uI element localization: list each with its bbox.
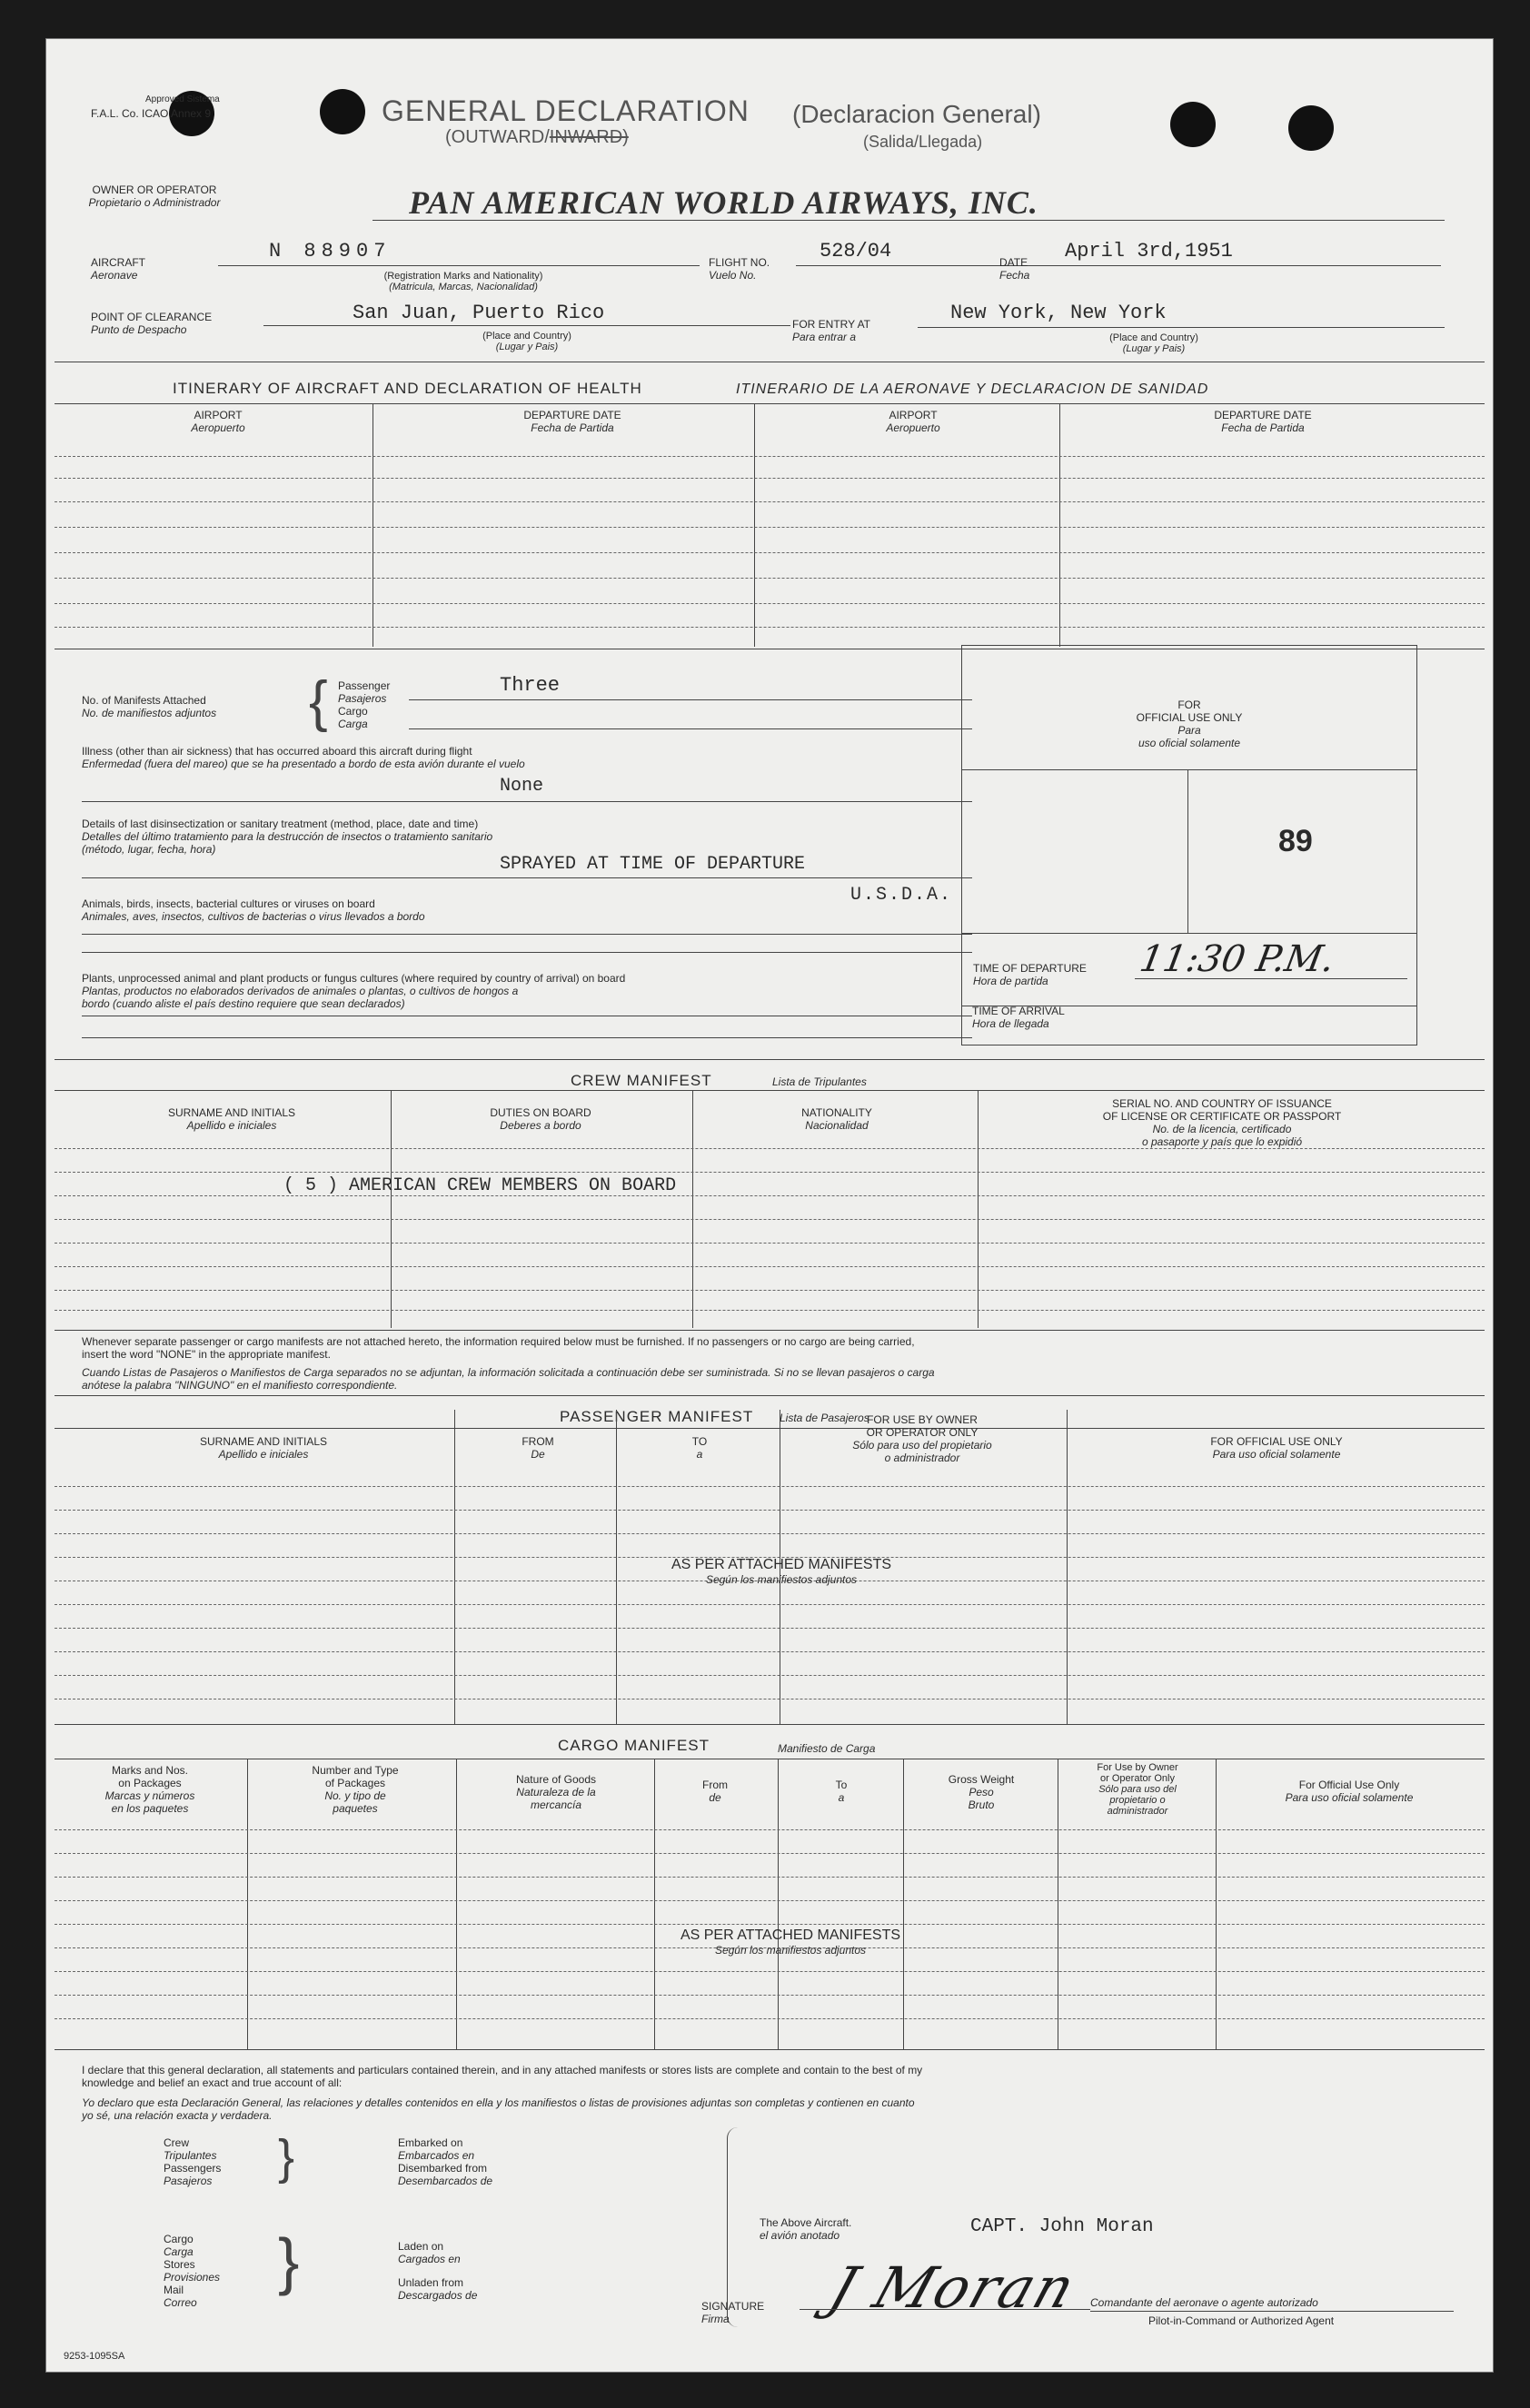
cargo-col2b-en: of Packages [324,1777,386,1789]
aircraft-label-en: AIRCRAFT [91,256,145,269]
crew-col-nationality [696,1106,978,1132]
clearance-value: San Juan, Puerto Rico [353,302,605,324]
aircraft-brace [727,2127,744,2327]
itin-col2-es: Fecha de Partida [531,421,614,434]
cargo-entry [627,1927,954,1957]
punch-hole [320,89,365,134]
cargo-col-to [780,1779,903,1804]
official-number: 89 [1278,824,1313,858]
entry-label-es: Para entrar a [792,331,857,343]
aircraft-sub [282,271,645,292]
cargo-col-owner [1059,1762,1216,1817]
official-title-es-1: Para [1177,724,1201,737]
owner-label [82,183,227,209]
pax-col2-en: FROM [522,1435,554,1448]
pax-col-surname [64,1424,463,1461]
cargo-entry-es: Según los manifiestos adjuntos [714,1944,867,1957]
illness-label-en: Illness (other than air sickness) that has occurred aboard this aircraft during flight [82,745,472,758]
pax-entry [618,1557,945,1586]
departure-time-label-en: TIME OF DEPARTURE [973,962,1087,975]
laden-labels [398,2240,477,2302]
crew-pax-labels [164,2136,221,2187]
clearance-label-en: POINT OF CLEARANCE [91,311,213,323]
cargo-col6-es: Peso [969,1786,994,1799]
lower-cargo: Cargo [164,2233,194,2245]
cargo-col6-en: Gross Weight [948,1773,1015,1786]
cargo-col4-en: From [702,1779,728,1791]
subtitle-outward: (OUTWARD/ [445,127,550,147]
lower-unladen: Unladen from [398,2276,464,2289]
cargo-col-marks [64,1764,236,1815]
signature: J Moran [821,2254,1085,2321]
itin-col4-en: DEPARTURE DATE [1214,409,1312,421]
itin-col3-en: AIRPORT [889,409,938,421]
aircraft-label [91,256,145,282]
pax-col3-en: TO [691,1435,708,1448]
above-aircraft [760,2216,851,2242]
cargo-col7-es3: administrador [1107,1806,1168,1817]
declaration-en2: knowledge and belief an exact and true account of all: [82,2076,343,2089]
disinsect-label-es2: (método, lugar, fecha, hora) [82,843,216,856]
manifest-cargo: Cargo [338,705,368,718]
note-es2: anótese la palabra "NINGUNO" en el manifiesto correspondiente. [82,1379,398,1392]
departure-time-label-es: Hora de partida [973,975,1048,987]
illness-label-es: Enfermedad (fuera del mareo) que se ha presentado a bordo de esta avión durante el vuelo [82,758,525,770]
pax-col2-es: De [531,1448,545,1461]
cargo-col-nature [458,1773,654,1811]
pax-col-official [1072,1435,1481,1461]
cargo-entry-en: AS PER ATTACHED MANIFESTS [680,1927,901,1943]
passenger-title: PASSENGER MANIFEST [560,1408,754,1425]
above-aircraft-es: el avión anotado [760,2229,840,2242]
crew-title-es: Lista de Tripulantes [772,1075,867,1088]
cargo-col5-en: To [835,1779,848,1791]
cargo-col2-en: Number and Type [312,1764,399,1777]
cargo-col7-en: For Use by Owner [1097,1762,1178,1773]
itin-col2-en: DEPARTURE DATE [523,409,621,421]
itinerary-title-es: ITINERARIO DE LA AERONAVE Y DECLARACION DE SANIDAD [736,382,1209,397]
disinsect-value: SPRAYED AT TIME OF DEPARTURE [500,854,806,875]
crew-col4-es: No. de la licencia, certificado [1152,1123,1292,1135]
lower-unladen-es: Descargados de [398,2289,478,2302]
date-value: April 3rd,1951 [1065,240,1233,263]
entry-sub [1036,332,1272,354]
cargo-col2-es2: paquetes [333,1802,378,1815]
official-title [962,699,1416,749]
manifests-label-es: No. de manifiestos adjuntos [82,707,217,719]
crew-col1-en: SURNAME AND INITIALS [167,1106,296,1119]
subtitle-struck: INWARD) [549,127,629,147]
itinerary-title: ITINERARY OF AIRCRAFT AND DECLARATION OF HEALTH [173,380,642,397]
aircraft-sub-es: (Matricula, Marcas, Nacionalidad) [389,282,538,292]
disinsect-label-en: Details of last disinsectization or sanitary treatment (method, place, date and time) [82,818,479,830]
aircraft-label-es: Aeronave [91,269,138,282]
clearance-sub-en: (Place and Country) [482,331,571,342]
pax-col5-es: Para uso oficial solamente [1212,1448,1341,1461]
cargo-col5-es: a [838,1791,845,1804]
illness-value: None [500,776,544,797]
declaration-es: Yo declaro que esta Declaración General, las relaciones y detalles contenidos en ella y los manifiestos o listas de provisiones adjuntas son completas y contienen en cuanto [82,2096,915,2109]
separate-manifest-note [82,1335,1463,1392]
declaration-en: I declare that this general declaration, all statements and particulars contained therein, and in any attached manifests or stores lists are complete and contain to the best of my [82,2064,923,2076]
itin-col-airport [82,409,354,434]
document-page [45,38,1494,2373]
cargo-col3-es2: mercancía [530,1799,582,1811]
date-label-es: Fecha [999,269,1030,282]
signature-label [701,2300,764,2325]
aircraft-value: N 88907 [269,240,392,263]
crew-col3-en: NATIONALITY [801,1106,872,1119]
lower-mail-es: Correo [164,2296,197,2309]
pax-col3-es: a [696,1448,703,1461]
lower-stores: Stores [164,2258,195,2271]
date-label-en: DATE [999,256,1028,269]
pax-col4-es2: o administrador [884,1452,960,1464]
crew-title: CREW MANIFEST [571,1072,712,1089]
owner-label-es: Propietario o Administrador [88,196,221,209]
manifests-value: Three [500,674,561,697]
cargo-col3-es: Naturaleza de la [516,1786,596,1799]
cargo-title-es: Manifiesto de Carga [778,1742,876,1755]
flight-value: 528/04 [820,240,892,263]
note-en2: insert the word "NONE" in the appropriate manifest. [82,1348,331,1361]
cargo-col8-es: Para uso oficial solamente [1285,1791,1414,1804]
entry-value: New York, New York [950,302,1167,324]
pax-col4-en: FOR USE BY OWNER [867,1413,978,1426]
cargo-col6-es2: Bruto [968,1799,995,1811]
clearance-label-es: Punto de Despacho [91,323,187,336]
pax-col4-es: Sólo para uso del propietario [852,1439,992,1452]
pax-col5-en: FOR OFFICIAL USE ONLY [1210,1435,1343,1448]
cargo-title: CARGO MANIFEST [558,1737,710,1754]
manifests-label [82,694,216,719]
cargo-col4-es: de [709,1791,721,1804]
official-title-es-2: uso oficial solamente [1138,737,1241,749]
form-ref: F.A.L. Co. ICAO Annex 9 [91,107,212,120]
lower-cargo-es: Carga [164,2245,194,2258]
arrival-time-label-en: TIME OF ARRIVAL [972,1005,1065,1017]
crew-col-serial [981,1097,1463,1148]
cargo-col1-en: Marks and Nos. [111,1764,189,1777]
lower-crew: Crew [164,2136,190,2149]
cargo-col1b-en: on Packages [118,1777,182,1789]
official-use-box [961,645,1417,1006]
date-label [999,256,1029,282]
captain-name: CAPT. John Moran [970,2216,1154,2237]
disinsect-label-es: Detalles del último tratamiento para la destrucción de insectos o tratamiento sanitario [82,830,493,843]
official-title-1: FOR [1177,699,1201,711]
cargo-col8-en: For Official Use Only [1298,1779,1400,1791]
cargo-col-number [251,1764,460,1815]
cargo-col7-es2: propietario o [1109,1795,1166,1806]
departure-time-label [973,962,1087,987]
cargo-col7b-en: or Operator Only [1100,1773,1175,1784]
itin-col4-es: Fecha de Partida [1221,421,1305,434]
declaration-text [82,2064,1463,2122]
crew-col4-en: SERIAL NO. AND COUNTRY OF ISSUANCE [1112,1097,1332,1110]
cargo-col1-es2: en los paquetes [111,1802,189,1815]
entry-label-en: FOR ENTRY AT [792,318,871,331]
arrival-time-label-es: Hora de llegada [972,1017,1049,1030]
signature-label-es: Firma [701,2313,730,2325]
pic-label-es: Comandante del aeronave o agente autorizado [1090,2296,1318,2309]
entry-label [792,318,870,343]
cargo-stores-labels [164,2233,220,2309]
lower-passengers: Passengers [164,2162,222,2175]
embark-labels [398,2136,492,2187]
form-subtitle-es: (Salida/Llegada) [863,133,983,151]
manifest-passenger-es: Pasajeros [338,692,387,705]
pax-entry-en: AS PER ATTACHED MANIFESTS [671,1557,892,1572]
signature-label-en: SIGNATURE [701,2300,765,2313]
crew-col2-en: DUTIES ON BOARD [490,1106,591,1119]
pax-col-to [618,1435,781,1461]
crew-col-surname [64,1106,400,1132]
manifests-types [338,679,390,730]
crew-col1-es: Apellido e iniciales [186,1119,277,1132]
crew-col2-es: Deberes a bordo [500,1119,581,1132]
note-en: Whenever separate passenger or cargo manifests are not attached hereto, the information required below must be furnished. If no passengers or no cargo are being carried, [82,1335,915,1348]
crew-col-duties [391,1106,690,1132]
clearance-label [91,311,212,336]
pax-col-owner [781,1413,1063,1464]
lower-embarked-es: Embarcados en [398,2149,475,2162]
flight-label [709,256,770,282]
manifests-label-en: No. of Manifests Attached [82,694,206,707]
manifest-passenger: Passenger [338,679,391,692]
lower-embarked: Embarked on [398,2136,463,2149]
entry-sub-es: (Lugar y Pais) [1122,343,1186,354]
animals-label [82,897,425,923]
manifest-cargo-es: Carga [338,718,368,730]
form-number: 9253-1095SA [64,2351,125,2362]
pax-col1-en: SURNAME AND INITIALS [199,1435,328,1448]
crew-col4-es2: o pasaporte y país que lo expidió [1141,1135,1303,1148]
aircraft-sub-en: (Registration Marks and Nationality) [383,271,543,282]
clearance-sub-es: (Lugar y Pais) [495,342,559,352]
lower-disembarked: Disembarked from [398,2162,488,2175]
animals-label-es: Animales, aves, insectos, cultivos de bacterias o virus llevados a bordo [82,910,425,923]
departure-time-value: 11:30 P.M. [1136,938,1338,980]
itin-col-departure [382,409,763,434]
owner-label-en: OWNER OR OPERATOR [92,183,217,196]
lower-disembarked-es: Desembarcados de [398,2175,493,2187]
crew-col3-es: Nacionalidad [805,1119,869,1132]
lower-passengers-es: Pasajeros [164,2175,213,2187]
illness-label [82,745,525,770]
form-title: GENERAL DECLARATION [382,94,750,127]
form-subtitle [445,127,629,148]
entry-sub-en: (Place and Country) [1109,332,1198,343]
cargo-col2-es: No. y tipo de [324,1789,386,1802]
note-es: Cuando Listas de Pasajeros o Manifiestos de Carga separados no se adjuntan, la información solicitada a continuación debe ser suministrada. Si no se llevan pasajeros o carga [82,1366,935,1379]
pax-entry-es: Según los manifiestos adjuntos [705,1573,858,1586]
clearance-sub [409,331,645,352]
disinsect-label [82,818,492,856]
cargo-col-from [656,1779,774,1804]
declaration-es2: yo sé, una relación exacta y verdadera. [82,2109,273,2122]
pax-col-from [456,1435,620,1461]
itin-col1-es: Aeropuerto [191,421,245,434]
lower-laden: Laden on [398,2240,444,2253]
flight-label-es: Vuelo No. [709,269,757,282]
form-title-es: (Declaracion General) [792,100,1041,128]
manifests-brace: { [309,670,328,733]
lower-crew-es: Tripulantes [164,2149,217,2162]
cargo-col7-es: Sólo para uso del [1098,1784,1177,1795]
plants-label-es: Plantas, productos no elaborados derivados de animales o plantas, o cultivos de hongos a [82,985,519,997]
plants-label [82,972,625,1010]
crew-brace: } [278,2130,295,2185]
cargo-col3-en: Nature of Goods [515,1773,597,1786]
lower-stores-es: Provisiones [164,2271,221,2284]
lower-mail: Mail [164,2284,184,2296]
crew-col4b-en: OF LICENSE OR CERTIFICATE OR PASSPORT [1102,1110,1342,1123]
crew-entry: ( 5 ) AMERICAN CREW MEMBERS ON BOARD [283,1175,677,1196]
plants-label-es2: bordo (cuando aliste el país destino requiere que sean declarados) [82,997,405,1010]
pax-col4b-en: OR OPERATOR ONLY [866,1426,979,1439]
punch-hole [1288,105,1334,151]
itin-col-departure-2 [1063,409,1463,434]
form-ref-top: Approved Sistema [145,94,220,104]
itin-col-airport-2 [763,409,1063,434]
plants-label-en: Plants, unprocessed animal and plant products or fungus cultures (where required by country of arrival) on board [82,972,626,985]
cargo-col-weight [905,1773,1058,1811]
owner-value: PAN AMERICAN WORLD AIRWAYS, INC. [409,184,1038,221]
flight-label-en: FLIGHT NO. [709,256,770,269]
above-aircraft-en: The Above Aircraft. [760,2216,852,2229]
itin-col3-es: Aeropuerto [886,421,940,434]
animals-label-en: Animals, birds, insects, bacterial cultures or viruses on board [82,897,375,910]
lower-laden-es: Cargados en [398,2253,461,2265]
official-title-2: OFFICIAL USE ONLY [1136,711,1243,724]
animals-value: U.S.D.A. [850,885,953,906]
punch-hole [1170,102,1216,147]
pic-label: Pilot-in-Command or Authorized Agent [1148,2314,1335,2327]
cargo-col-official [1217,1779,1481,1804]
cargo-col1-es: Marcas y números [104,1789,195,1802]
cargo-brace: } [278,2225,300,2296]
itin-col1-en: AIRPORT [194,409,243,421]
passenger-title-es: Lista de Pasajeros [780,1412,869,1424]
pax-col1-es: Apellido e iniciales [218,1448,309,1461]
